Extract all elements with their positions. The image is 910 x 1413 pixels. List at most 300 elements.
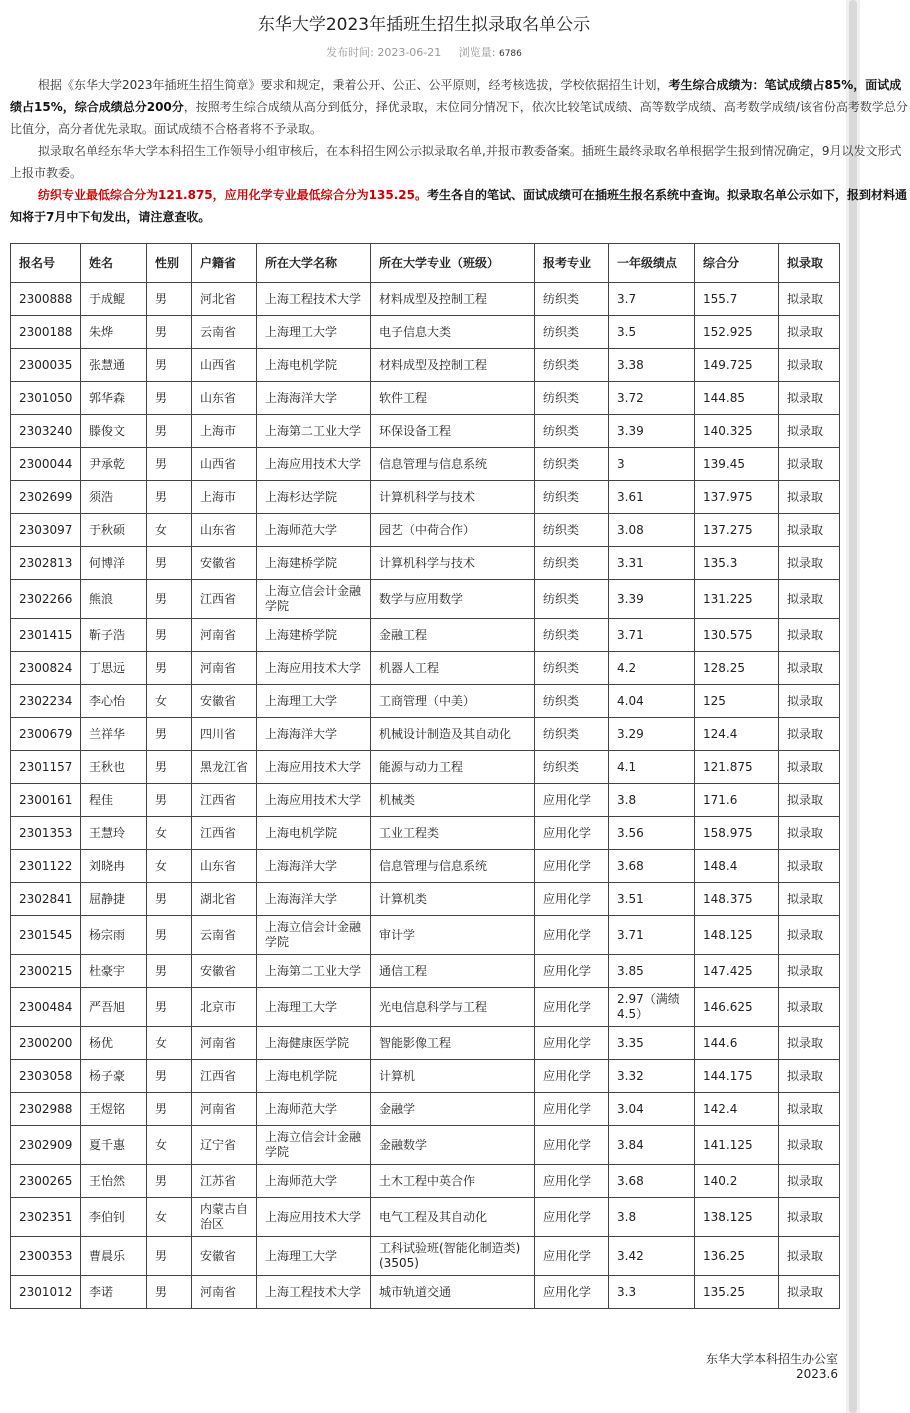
table-row — [11, 547, 840, 580]
cell-reg-no: 2301122 — [11, 850, 81, 883]
cell-reg-no: 2302909 — [11, 1126, 81, 1165]
cell-gpa: 3.32 — [609, 1060, 695, 1093]
cell-name: 杨优 — [81, 1027, 147, 1060]
cell-major: 环保设备工程 — [371, 415, 535, 448]
cell-reg-no: 2302813 — [11, 547, 81, 580]
cell-name: 于成鲲 — [81, 283, 147, 316]
cell-gender: 女 — [147, 685, 192, 718]
cell-name: 何博洋 — [81, 547, 147, 580]
cell-name: 李心怡 — [81, 685, 147, 718]
cell-gpa: 3.8 — [609, 1198, 695, 1237]
cell-gender: 男 — [147, 580, 192, 619]
table-row — [11, 349, 840, 382]
table-row — [11, 751, 840, 784]
cell-admit-status: 拟录取 — [779, 1237, 840, 1276]
cell-gpa: 3.29 — [609, 718, 695, 751]
cell-province: 辽宁省 — [192, 1126, 257, 1165]
cell-total-score: 140.325 — [695, 415, 779, 448]
cell-admit-status: 拟录取 — [779, 784, 840, 817]
cell-gpa: 2.97（满绩4.5） — [609, 988, 695, 1027]
cell-name: 朱烨 — [81, 316, 147, 349]
table-row — [11, 283, 840, 316]
cell-university: 上海应用技术大学 — [257, 784, 371, 817]
table-row — [11, 685, 840, 718]
cell-major: 城市轨道交通 — [371, 1276, 535, 1309]
cell-gender: 男 — [147, 916, 192, 955]
cell-gender: 男 — [147, 547, 192, 580]
table-row — [11, 916, 840, 955]
cell-total-score: 136.25 — [695, 1237, 779, 1276]
cell-name: 尹承乾 — [81, 448, 147, 481]
cell-applied-major: 纺织类 — [535, 316, 609, 349]
cell-gpa: 3.5 — [609, 316, 695, 349]
cell-province: 上海市 — [192, 415, 257, 448]
cell-applied-major: 纺织类 — [535, 718, 609, 751]
cell-admit-status: 拟录取 — [779, 283, 840, 316]
cell-major: 通信工程 — [371, 955, 535, 988]
table-row — [11, 988, 840, 1027]
cell-admit-status: 拟录取 — [779, 382, 840, 415]
cell-university: 上海立信会计金融学院 — [257, 1126, 371, 1165]
cell-admit-status: 拟录取 — [779, 1093, 840, 1126]
table-row — [11, 1027, 840, 1060]
cell-major: 电子信息大类 — [371, 316, 535, 349]
cell-reg-no: 2301050 — [11, 382, 81, 415]
cell-gender: 男 — [147, 1237, 192, 1276]
table-row — [11, 883, 840, 916]
cell-admit-status: 拟录取 — [779, 415, 840, 448]
cell-gpa: 3.71 — [609, 619, 695, 652]
cell-total-score: 138.125 — [695, 1198, 779, 1237]
cell-gender: 女 — [147, 514, 192, 547]
cell-applied-major: 纺织类 — [535, 547, 609, 580]
table-body — [11, 283, 840, 1309]
cell-major: 土木工程中英合作 — [371, 1165, 535, 1198]
cell-admit-status: 拟录取 — [779, 988, 840, 1027]
cell-name: 程佳 — [81, 784, 147, 817]
cell-reg-no: 2300044 — [11, 448, 81, 481]
column-header-major: 所在大学专业（班级） — [371, 244, 535, 283]
cell-gpa: 3.42 — [609, 1237, 695, 1276]
cell-gender: 男 — [147, 619, 192, 652]
table-row — [11, 1165, 840, 1198]
cell-applied-major: 应用化学 — [535, 955, 609, 988]
cell-province: 江西省 — [192, 1060, 257, 1093]
cell-major: 金融学 — [371, 1093, 535, 1126]
cell-admit-status: 拟录取 — [779, 619, 840, 652]
cell-name: 杨子豪 — [81, 1060, 147, 1093]
cell-reg-no: 2301545 — [11, 916, 81, 955]
cell-admit-status: 拟录取 — [779, 751, 840, 784]
cell-province: 河南省 — [192, 619, 257, 652]
cell-admit-status: 拟录取 — [779, 1198, 840, 1237]
cell-university: 上海海洋大学 — [257, 883, 371, 916]
cell-total-score: 152.925 — [695, 316, 779, 349]
column-header-province: 户籍省 — [192, 244, 257, 283]
cell-major: 计算机类 — [371, 883, 535, 916]
cell-reg-no: 2300188 — [11, 316, 81, 349]
cell-name: 屈静捷 — [81, 883, 147, 916]
cell-applied-major: 纺织类 — [535, 580, 609, 619]
cell-total-score: 149.725 — [695, 349, 779, 382]
cell-university: 上海健康医学院 — [257, 1027, 371, 1060]
cell-gender: 男 — [147, 1276, 192, 1309]
cell-major: 工商管理（中美） — [371, 685, 535, 718]
cell-total-score: 155.7 — [695, 283, 779, 316]
cell-name: 于秋硕 — [81, 514, 147, 547]
column-header-admit-status: 拟录取 — [779, 244, 840, 283]
table-row — [11, 580, 840, 619]
cell-major: 工业工程类 — [371, 817, 535, 850]
cell-province: 上海市 — [192, 481, 257, 514]
cell-major: 能源与动力工程 — [371, 751, 535, 784]
cell-province: 河南省 — [192, 1027, 257, 1060]
cell-gender: 男 — [147, 955, 192, 988]
table-row — [11, 652, 840, 685]
table-row — [11, 316, 840, 349]
cell-university: 上海应用技术大学 — [257, 751, 371, 784]
cell-gender: 男 — [147, 1165, 192, 1198]
cell-total-score: 144.85 — [695, 382, 779, 415]
cell-gender: 女 — [147, 1198, 192, 1237]
cell-major: 信息管理与信息系统 — [371, 448, 535, 481]
cell-major: 审计学 — [371, 916, 535, 955]
cell-gender: 男 — [147, 283, 192, 316]
cell-province: 安徽省 — [192, 1237, 257, 1276]
cell-gpa: 3.31 — [609, 547, 695, 580]
cell-province: 河南省 — [192, 1276, 257, 1309]
cell-university: 上海理工大学 — [257, 685, 371, 718]
cell-province: 内蒙古自治区 — [192, 1198, 257, 1237]
cell-admit-status: 拟录取 — [779, 547, 840, 580]
cell-gender: 女 — [147, 817, 192, 850]
cell-gpa: 3.35 — [609, 1027, 695, 1060]
column-header-gpa: 一年级绩点 — [609, 244, 695, 283]
cell-total-score: 147.425 — [695, 955, 779, 988]
cell-name: 须浩 — [81, 481, 147, 514]
paragraph-rules — [10, 74, 910, 140]
cell-gpa: 3.84 — [609, 1126, 695, 1165]
cell-province: 河南省 — [192, 652, 257, 685]
cell-admit-status: 拟录取 — [779, 481, 840, 514]
cell-reg-no: 2301353 — [11, 817, 81, 850]
cell-province: 北京市 — [192, 988, 257, 1027]
cell-name: 滕俊文 — [81, 415, 147, 448]
cell-gender: 女 — [147, 850, 192, 883]
cell-reg-no: 2302234 — [11, 685, 81, 718]
admission-table — [10, 243, 840, 1309]
cell-province: 河北省 — [192, 283, 257, 316]
cell-applied-major: 应用化学 — [535, 1027, 609, 1060]
cell-gpa: 3.56 — [609, 817, 695, 850]
cell-reg-no: 2300215 — [11, 955, 81, 988]
cell-name: 王煜铭 — [81, 1093, 147, 1126]
paragraph-rules-bold: 考生综合成绩为：笔试成绩占85%，面试成绩占15%，综合成绩总分200分 — [10, 78, 902, 114]
cell-admit-status: 拟录取 — [779, 955, 840, 988]
views-count: 6786 — [498, 49, 522, 59]
cell-admit-status: 拟录取 — [779, 685, 840, 718]
cell-university: 上海杉达学院 — [257, 481, 371, 514]
article-content — [10, 0, 908, 1413]
article-body — [10, 74, 910, 228]
cell-reg-no: 2300353 — [11, 1237, 81, 1276]
cell-admit-status: 拟录取 — [779, 514, 840, 547]
cell-province: 山西省 — [192, 448, 257, 481]
cell-total-score: 135.3 — [695, 547, 779, 580]
cell-university: 上海海洋大学 — [257, 850, 371, 883]
cell-gender: 男 — [147, 448, 192, 481]
cell-province: 山东省 — [192, 514, 257, 547]
cell-admit-status: 拟录取 — [779, 850, 840, 883]
cell-major: 机器人工程 — [371, 652, 535, 685]
cell-total-score: 148.375 — [695, 883, 779, 916]
cell-gender: 男 — [147, 349, 192, 382]
cell-name: 王慧玲 — [81, 817, 147, 850]
cell-applied-major: 应用化学 — [535, 1198, 609, 1237]
cell-admit-status: 拟录取 — [779, 652, 840, 685]
cell-province: 安徽省 — [192, 685, 257, 718]
table-row — [11, 1276, 840, 1309]
cell-applied-major: 纺织类 — [535, 751, 609, 784]
cell-name: 王怡然 — [81, 1165, 147, 1198]
page-title: 东华大学2023年插班生招生拟录取名单公示 — [257, 15, 591, 35]
cell-gender: 男 — [147, 415, 192, 448]
table-row — [11, 619, 840, 652]
cell-university: 上海海洋大学 — [257, 718, 371, 751]
cell-province: 黑龙江省 — [192, 751, 257, 784]
cell-reg-no: 2301415 — [11, 619, 81, 652]
cell-total-score: 137.275 — [695, 514, 779, 547]
paragraph-review: 拟录取名单经东华大学本科招生工作领导小组审核后，在本科招生网公示拟录取名单,并报市教委备案。插班生最终录取名单根据学生报到情况确定，9月以发文形式上报市教委。 — [10, 144, 902, 180]
cell-gender: 男 — [147, 1093, 192, 1126]
cell-admit-status: 拟录取 — [779, 1027, 840, 1060]
cell-total-score: 146.625 — [695, 988, 779, 1027]
cell-reg-no: 2302988 — [11, 1093, 81, 1126]
table-row — [11, 382, 840, 415]
cell-university: 上海工程技术大学 — [257, 283, 371, 316]
cell-reg-no: 2303058 — [11, 1060, 81, 1093]
cell-major: 电气工程及其自动化 — [371, 1198, 535, 1237]
cell-university: 上海建桥学院 — [257, 619, 371, 652]
table-row — [11, 514, 840, 547]
cell-gpa: 4.2 — [609, 652, 695, 685]
cell-total-score: 171.6 — [695, 784, 779, 817]
table-row — [11, 1198, 840, 1237]
cell-name: 李伯钊 — [81, 1198, 147, 1237]
cell-university: 上海理工大学 — [257, 316, 371, 349]
cell-gpa: 3.8 — [609, 784, 695, 817]
cell-total-score: 131.225 — [695, 580, 779, 619]
cell-gpa: 3.04 — [609, 1093, 695, 1126]
cell-province: 四川省 — [192, 718, 257, 751]
cell-university: 上海建桥学院 — [257, 547, 371, 580]
cell-reg-no: 2300888 — [11, 283, 81, 316]
cell-province: 山东省 — [192, 382, 257, 415]
footer-org: 东华大学本科招生办公室 — [705, 1352, 838, 1366]
cell-total-score: 139.45 — [695, 448, 779, 481]
cell-name: 李诺 — [81, 1276, 147, 1309]
cell-gender: 男 — [147, 718, 192, 751]
cell-gpa: 3.68 — [609, 850, 695, 883]
cell-gender: 男 — [147, 784, 192, 817]
cell-major: 金融工程 — [371, 619, 535, 652]
cell-admit-status: 拟录取 — [779, 1060, 840, 1093]
cell-reg-no: 2302266 — [11, 580, 81, 619]
cell-gpa: 3.39 — [609, 580, 695, 619]
cell-applied-major: 纺织类 — [535, 652, 609, 685]
publish-label: 发布时间: — [326, 46, 374, 59]
cell-university: 上海师范大学 — [257, 514, 371, 547]
cell-applied-major: 纺织类 — [535, 283, 609, 316]
cell-applied-major: 应用化学 — [535, 817, 609, 850]
cell-admit-status: 拟录取 — [779, 817, 840, 850]
cell-gender: 男 — [147, 988, 192, 1027]
cell-name: 严吾旭 — [81, 988, 147, 1027]
table-row — [11, 415, 840, 448]
cell-admit-status: 拟录取 — [779, 316, 840, 349]
cell-applied-major: 应用化学 — [535, 1093, 609, 1126]
cell-university: 上海应用技术大学 — [257, 448, 371, 481]
cell-total-score: 144.175 — [695, 1060, 779, 1093]
views-label: 浏览量: — [458, 46, 496, 59]
cell-gpa: 3 — [609, 448, 695, 481]
cell-applied-major: 纺织类 — [535, 619, 609, 652]
cell-province: 江西省 — [192, 784, 257, 817]
cell-applied-major: 应用化学 — [535, 883, 609, 916]
cell-university: 上海电机学院 — [257, 817, 371, 850]
cell-major: 材料成型及控制工程 — [371, 283, 535, 316]
table-row — [11, 448, 840, 481]
cell-total-score: 140.2 — [695, 1165, 779, 1198]
cell-name: 杜豪宇 — [81, 955, 147, 988]
cell-total-score: 148.4 — [695, 850, 779, 883]
cell-applied-major: 纺织类 — [535, 349, 609, 382]
cell-name: 兰祥华 — [81, 718, 147, 751]
cell-applied-major: 应用化学 — [535, 1165, 609, 1198]
cell-province: 山西省 — [192, 349, 257, 382]
cell-reg-no: 2302699 — [11, 481, 81, 514]
cell-name: 刘晓冉 — [81, 850, 147, 883]
cell-reg-no: 2300200 — [11, 1027, 81, 1060]
paragraph-scores-bold: 考生各自的笔试、面试成绩可在插班生报名系统中查询。拟录取名单公示如下，报到材料通知将于7月中下旬发出，请注意查收。 — [10, 188, 907, 224]
minimum-score-notice: 纺织专业最低综合分为121.875，应用化学专业最低综合分为135.25。 — [38, 188, 427, 202]
publish-date: 2023-06-21 — [377, 46, 442, 59]
table-row — [11, 817, 840, 850]
cell-gpa: 3.38 — [609, 349, 695, 382]
article-meta — [10, 44, 838, 60]
table-row — [11, 481, 840, 514]
cell-university: 上海师范大学 — [257, 1165, 371, 1198]
table-row — [11, 718, 840, 751]
cell-university: 上海应用技术大学 — [257, 1198, 371, 1237]
cell-university: 上海电机学院 — [257, 349, 371, 382]
cell-total-score: 135.25 — [695, 1276, 779, 1309]
cell-applied-major: 应用化学 — [535, 784, 609, 817]
cell-major: 金融数学 — [371, 1126, 535, 1165]
table-header-row — [11, 244, 840, 283]
cell-major: 光电信息科学与工程 — [371, 988, 535, 1027]
cell-university: 上海电机学院 — [257, 1060, 371, 1093]
cell-university: 上海理工大学 — [257, 988, 371, 1027]
cell-university: 上海工程技术大学 — [257, 1276, 371, 1309]
cell-province: 云南省 — [192, 316, 257, 349]
cell-university: 上海应用技术大学 — [257, 652, 371, 685]
cell-university: 上海立信会计金融学院 — [257, 580, 371, 619]
paragraph-rules-text-2: ，按照考生综合成绩从高分到低分，择优录取，末位同分情况下，依次比较笔试成绩、高等数学成绩、高考数学成绩/该省份高考数学总分比值分，高分者优先录取。面试成绩不合格者将不予录取。 — [10, 100, 908, 136]
cell-university: 上海立信会计金融学院 — [257, 916, 371, 955]
cell-gpa: 3.61 — [609, 481, 695, 514]
cell-reg-no: 2303240 — [11, 415, 81, 448]
cell-total-score: 144.6 — [695, 1027, 779, 1060]
table-row — [11, 955, 840, 988]
cell-name: 熊浪 — [81, 580, 147, 619]
cell-gender: 女 — [147, 1126, 192, 1165]
cell-reg-no: 2302841 — [11, 883, 81, 916]
cell-reg-no: 2300824 — [11, 652, 81, 685]
table-row — [11, 1093, 840, 1126]
cell-total-score: 125 — [695, 685, 779, 718]
cell-gpa: 3.3 — [609, 1276, 695, 1309]
cell-gender: 男 — [147, 382, 192, 415]
cell-major: 信息管理与信息系统 — [371, 850, 535, 883]
cell-major: 机械设计制造及其自动化 — [371, 718, 535, 751]
table-row — [11, 1060, 840, 1093]
cell-gpa: 3.08 — [609, 514, 695, 547]
cell-gpa: 3.51 — [609, 883, 695, 916]
column-header-total-score: 综合分 — [695, 244, 779, 283]
paragraph-rules-text-1: 根据《东华大学2023年插班生招生简章》要求和规定，秉着公开、公正、公平原则，经考核选拔，学校依据招生计划， — [38, 78, 669, 92]
cell-university: 上海师范大学 — [257, 1093, 371, 1126]
cell-major: 计算机科学与技术 — [371, 547, 535, 580]
cell-applied-major: 应用化学 — [535, 988, 609, 1027]
cell-gpa: 3.71 — [609, 916, 695, 955]
cell-gpa: 3.68 — [609, 1165, 695, 1198]
cell-total-score: 142.4 — [695, 1093, 779, 1126]
cell-applied-major: 应用化学 — [535, 1060, 609, 1093]
cell-total-score: 148.125 — [695, 916, 779, 955]
cell-name: 夏千惠 — [81, 1126, 147, 1165]
cell-major: 工科试验班(智能化制造类)(3505) — [371, 1237, 535, 1276]
cell-gender: 男 — [147, 883, 192, 916]
cell-applied-major: 纺织类 — [535, 415, 609, 448]
cell-reg-no: 2300035 — [11, 349, 81, 382]
cell-gpa: 3.85 — [609, 955, 695, 988]
footer — [706, 1352, 838, 1382]
cell-admit-status: 拟录取 — [779, 883, 840, 916]
cell-reg-no: 2302351 — [11, 1198, 81, 1237]
cell-university: 上海理工大学 — [257, 1237, 371, 1276]
cell-applied-major: 纺织类 — [535, 382, 609, 415]
cell-name: 郭华森 — [81, 382, 147, 415]
cell-university: 上海海洋大学 — [257, 382, 371, 415]
cell-province: 云南省 — [192, 916, 257, 955]
cell-admit-status: 拟录取 — [779, 916, 840, 955]
table-row — [11, 784, 840, 817]
cell-major: 计算机 — [371, 1060, 535, 1093]
cell-province: 安徽省 — [192, 547, 257, 580]
cell-province: 江西省 — [192, 580, 257, 619]
cell-major: 机械类 — [371, 784, 535, 817]
cell-applied-major: 应用化学 — [535, 1276, 609, 1309]
cell-province: 山东省 — [192, 850, 257, 883]
cell-admit-status: 拟录取 — [779, 1165, 840, 1198]
cell-admit-status: 拟录取 — [779, 1126, 840, 1165]
cell-university: 上海第二工业大学 — [257, 955, 371, 988]
cell-reg-no: 2303097 — [11, 514, 81, 547]
cell-total-score: 130.575 — [695, 619, 779, 652]
cell-name: 王秋也 — [81, 751, 147, 784]
cell-admit-status: 拟录取 — [779, 448, 840, 481]
